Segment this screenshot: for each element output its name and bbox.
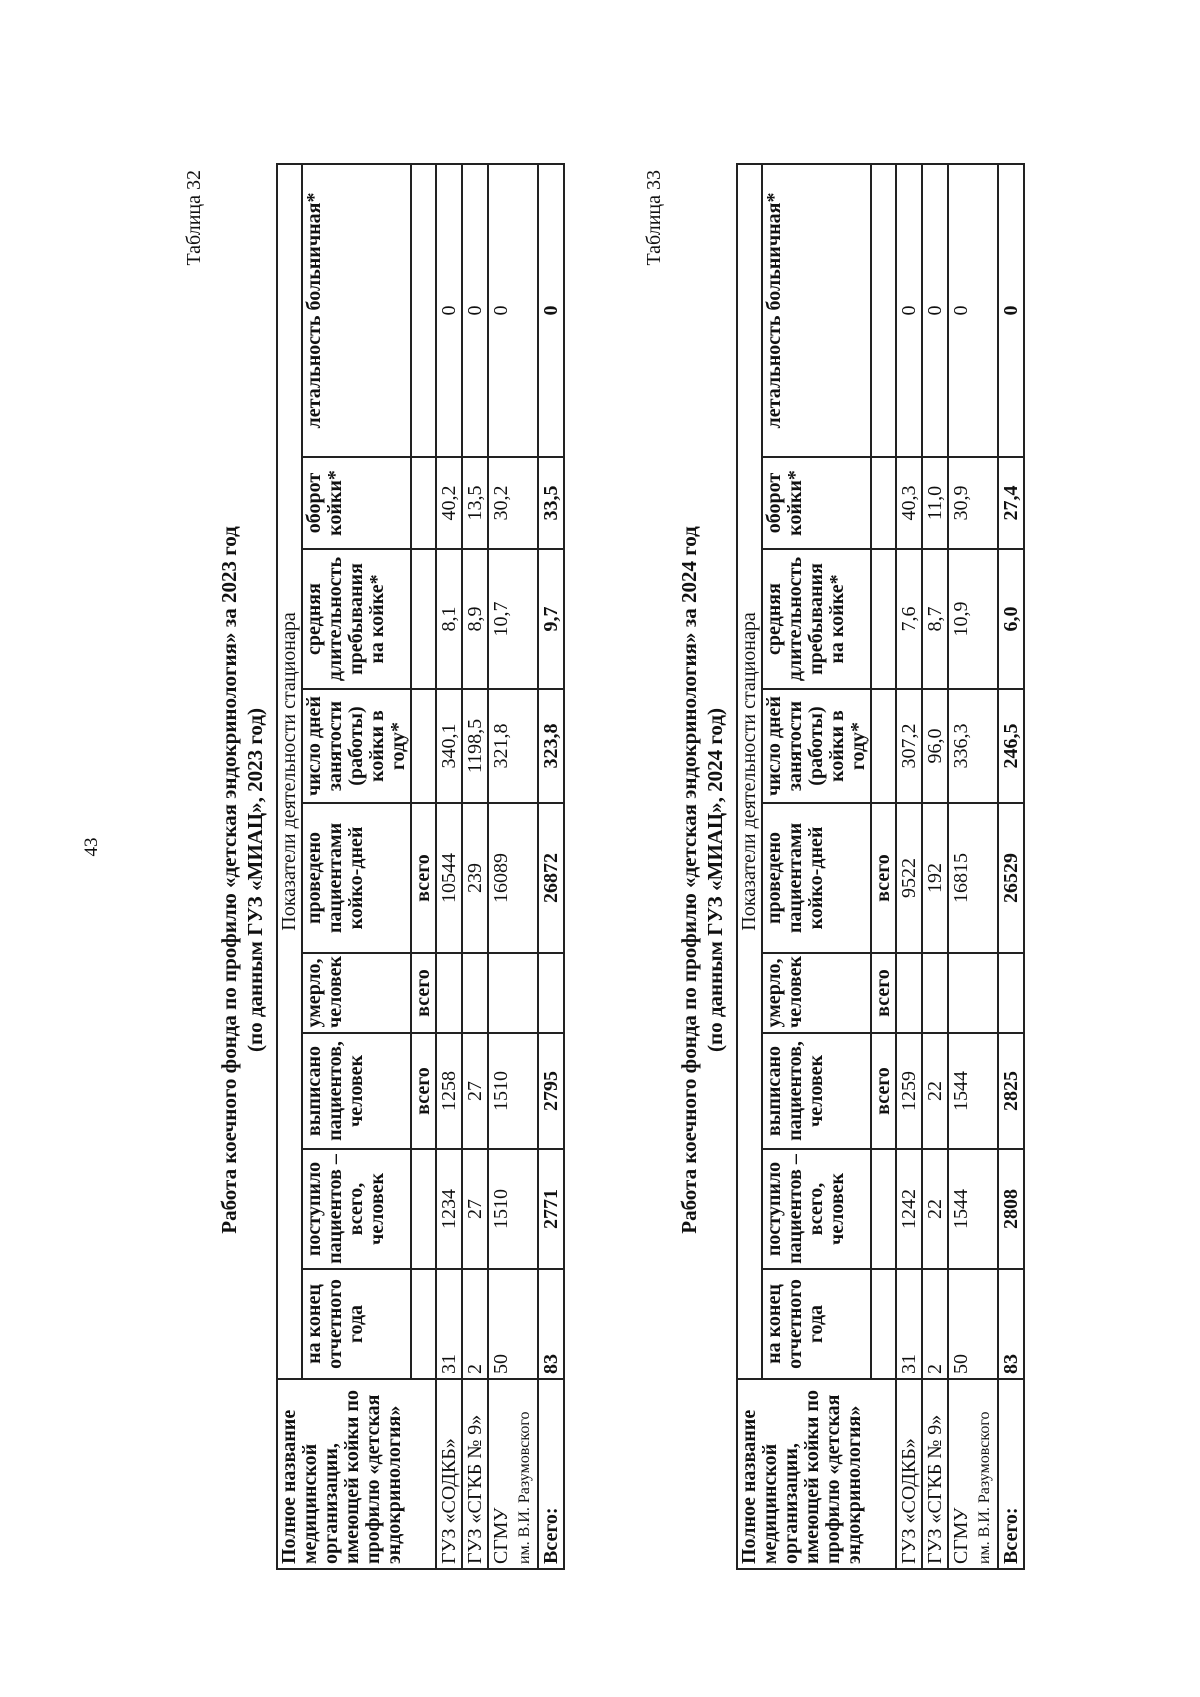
- cell-occupancy: 307,2: [896, 689, 922, 803]
- sub-header-total: всего: [411, 1033, 436, 1149]
- cell-discharged: 27: [462, 1033, 488, 1149]
- cell-turnover: 13,5: [462, 457, 488, 549]
- col-header-occupancy: число дней занятости (работы) койки в году*: [302, 689, 411, 803]
- sub-header-empty: [411, 689, 436, 803]
- col-header-died: умерло, человек: [762, 953, 871, 1033]
- cell-name: СГМУ им. В.И. Разумовского: [948, 1379, 998, 1569]
- sub-header-empty: [871, 164, 896, 457]
- sub-header-empty: [411, 164, 436, 457]
- col-header-bed-days: проведено пациентами койко-дней: [762, 803, 871, 953]
- col-header-avg-stay: средняя длительность пребывания на койке*: [762, 549, 871, 689]
- cell-occupancy: 96,0: [922, 689, 948, 803]
- cell-avg_stay: 10,7: [488, 549, 538, 689]
- cell-bed_days: 192: [922, 803, 948, 953]
- cell-discharged: 2825: [998, 1033, 1024, 1149]
- data-table: [736, 163, 1025, 1570]
- cell-name-line2: им. В.И. Разумовского: [516, 1411, 533, 1564]
- col-header-died: умерло, человек: [302, 953, 411, 1033]
- table-title-line2: (по данным ГУЗ «МИАЦ», 2024 год): [703, 708, 727, 1052]
- cell-died: [538, 953, 564, 1033]
- table-row: [488, 164, 538, 1569]
- cell-lethality: 0: [896, 164, 922, 457]
- cell-bed_days: 10544: [436, 803, 462, 953]
- cell-avg_stay: 6,0: [998, 549, 1024, 689]
- cell-occupancy: 323,8: [538, 689, 564, 803]
- cell-admitted: 2808: [998, 1149, 1024, 1269]
- cell-bed_days: 26529: [998, 803, 1024, 953]
- cell-avg_stay: 8,9: [462, 549, 488, 689]
- sub-header-empty: [411, 549, 436, 689]
- cell-name: ГУЗ «СГКБ № 9»: [922, 1379, 948, 1569]
- cell-beds: 83: [538, 1269, 564, 1379]
- sub-header-empty: [871, 689, 896, 803]
- table-row: [896, 164, 922, 1569]
- table-block-32: [180, 90, 565, 1670]
- cell-discharged: 1258: [436, 1033, 462, 1149]
- cell-admitted: 1510: [488, 1149, 538, 1269]
- cell-avg_stay: 10,9: [948, 549, 998, 689]
- cell-died: [436, 953, 462, 1033]
- table-row: [436, 164, 462, 1569]
- cell-died: [998, 953, 1024, 1033]
- cell-turnover: 27,4: [998, 457, 1024, 549]
- cell-name: ГУЗ «СОДКБ»: [436, 1379, 462, 1569]
- cell-lethality: 0: [922, 164, 948, 457]
- cell-name: Всего:: [538, 1379, 564, 1569]
- sub-header-empty: [871, 1269, 896, 1379]
- col-header-discharged: выписано пациентов, человек: [762, 1033, 871, 1149]
- cell-lethality: 0: [998, 164, 1024, 457]
- cell-discharged: 2795: [538, 1033, 564, 1149]
- sub-header-total: всего: [411, 953, 436, 1033]
- col-header-lethality: летальность больничная*: [302, 164, 411, 457]
- col-header-group: Показатели деятельности стационара: [277, 164, 302, 1379]
- cell-beds: 2: [922, 1269, 948, 1379]
- sub-header-empty: [411, 1149, 436, 1269]
- cell-admitted: 22: [922, 1149, 948, 1269]
- cell-died: [462, 953, 488, 1033]
- cell-beds: 50: [488, 1269, 538, 1379]
- sub-header-total: всего: [871, 1033, 896, 1149]
- sub-header-empty: [411, 1269, 436, 1379]
- col-header-name: Полное название медицинской организации, имеющей койки по профилю «детская эндокринология»: [737, 1379, 896, 1569]
- col-header-avg-stay: средняя длительность пребывания на койке*: [302, 549, 411, 689]
- cell-beds: 2: [462, 1269, 488, 1379]
- sub-header-empty: [871, 549, 896, 689]
- sub-header-total: всего: [871, 953, 896, 1033]
- cell-lethality: 0: [436, 164, 462, 457]
- cell-discharged: 1544: [948, 1033, 998, 1149]
- cell-avg_stay: 7,6: [896, 549, 922, 689]
- cell-died: [896, 953, 922, 1033]
- cell-name: ГУЗ «СГКБ № 9»: [462, 1379, 488, 1569]
- cell-name: ГУЗ «СОДКБ»: [896, 1379, 922, 1569]
- data-table: [276, 163, 565, 1570]
- sub-header-empty: [411, 457, 436, 549]
- cell-turnover: 40,2: [436, 457, 462, 549]
- cell-turnover: 30,2: [488, 457, 538, 549]
- sub-header-total: всего: [871, 803, 896, 953]
- cell-lethality: 0: [462, 164, 488, 457]
- table-label: Таблица 33: [643, 170, 665, 266]
- total-row: [538, 164, 564, 1569]
- col-header-name: Полное название медицинской организации, имеющей койки по профилю «детская эндокринология»: [277, 1379, 436, 1569]
- cell-name-line2: им. В.И. Разумовского: [976, 1411, 993, 1564]
- cell-occupancy: 1198,5: [462, 689, 488, 803]
- cell-avg_stay: 8,7: [922, 549, 948, 689]
- cell-admitted: 1234: [436, 1149, 462, 1269]
- cell-discharged: 1259: [896, 1033, 922, 1149]
- cell-bed_days: 9522: [896, 803, 922, 953]
- table-label: Таблица 32: [183, 170, 205, 266]
- col-header-turnover: оборот койки*: [302, 457, 411, 549]
- col-header-bed-days: проведено пациентами койко-дней: [302, 803, 411, 953]
- sub-header-empty: [871, 457, 896, 549]
- cell-avg_stay: 8,1: [436, 549, 462, 689]
- cell-beds: 31: [436, 1269, 462, 1379]
- cell-occupancy: 340,1: [436, 689, 462, 803]
- cell-lethality: 0: [538, 164, 564, 457]
- cell-occupancy: 246,5: [998, 689, 1024, 803]
- total-row: [998, 164, 1024, 1569]
- cell-bed_days: 16089: [488, 803, 538, 953]
- cell-died: [948, 953, 998, 1033]
- cell-admitted: 1242: [896, 1149, 922, 1269]
- table-block-33: [640, 90, 1025, 1670]
- cell-bed_days: 16815: [948, 803, 998, 953]
- col-header-admitted: поступило пациентов – всего, человек: [762, 1149, 871, 1269]
- col-header-admitted: поступило пациентов – всего, человек: [302, 1149, 411, 1269]
- table-title: [216, 90, 268, 1670]
- cell-discharged: 1510: [488, 1033, 538, 1149]
- cell-discharged: 22: [922, 1033, 948, 1149]
- table-title-line1: Работа коечного фонда по профилю «детская эндокринология» за 2023 год: [217, 526, 241, 1234]
- table-row: [948, 164, 998, 1569]
- cell-died: [922, 953, 948, 1033]
- table-row: [922, 164, 948, 1569]
- cell-avg_stay: 9,7: [538, 549, 564, 689]
- cell-admitted: 1544: [948, 1149, 998, 1269]
- cell-occupancy: 336,3: [948, 689, 998, 803]
- cell-lethality: 0: [948, 164, 998, 457]
- page-number: 43: [81, 837, 102, 857]
- sub-header-empty: [871, 1149, 896, 1269]
- col-header-lethality: летальность больничная*: [762, 164, 871, 457]
- cell-died: [488, 953, 538, 1033]
- sub-header-total: всего: [411, 803, 436, 953]
- table-title-line2: (по данным ГУЗ «МИАЦ», 2023 год): [243, 708, 267, 1052]
- cell-beds: 50: [948, 1269, 998, 1379]
- cell-admitted: 27: [462, 1149, 488, 1269]
- col-header-beds: на конец отчетного года: [302, 1269, 411, 1379]
- cell-bed_days: 239: [462, 803, 488, 953]
- table-row: [462, 164, 488, 1569]
- col-header-discharged: выписано пациентов, человек: [302, 1033, 411, 1149]
- cell-turnover: 11,0: [922, 457, 948, 549]
- cell-name: Всего:: [998, 1379, 1024, 1569]
- cell-admitted: 2771: [538, 1149, 564, 1269]
- cell-turnover: 30,9: [948, 457, 998, 549]
- col-header-beds: на конец отчетного года: [762, 1269, 871, 1379]
- table-title: [676, 90, 728, 1670]
- cell-lethality: 0: [488, 164, 538, 457]
- cell-bed_days: 26872: [538, 803, 564, 953]
- col-header-turnover: оборот койки*: [762, 457, 871, 549]
- table-title-line1: Работа коечного фонда по профилю «детская эндокринология» за 2024 год: [677, 526, 701, 1234]
- col-header-group: Показатели деятельности стационара: [737, 164, 762, 1379]
- cell-name: СГМУ им. В.И. Разумовского: [488, 1379, 538, 1569]
- cell-occupancy: 321,8: [488, 689, 538, 803]
- cell-turnover: 40,3: [896, 457, 922, 549]
- cell-turnover: 33,5: [538, 457, 564, 549]
- cell-beds: 31: [896, 1269, 922, 1379]
- cell-beds: 83: [998, 1269, 1024, 1379]
- col-header-occupancy: число дней занятости (работы) койки в году*: [762, 689, 871, 803]
